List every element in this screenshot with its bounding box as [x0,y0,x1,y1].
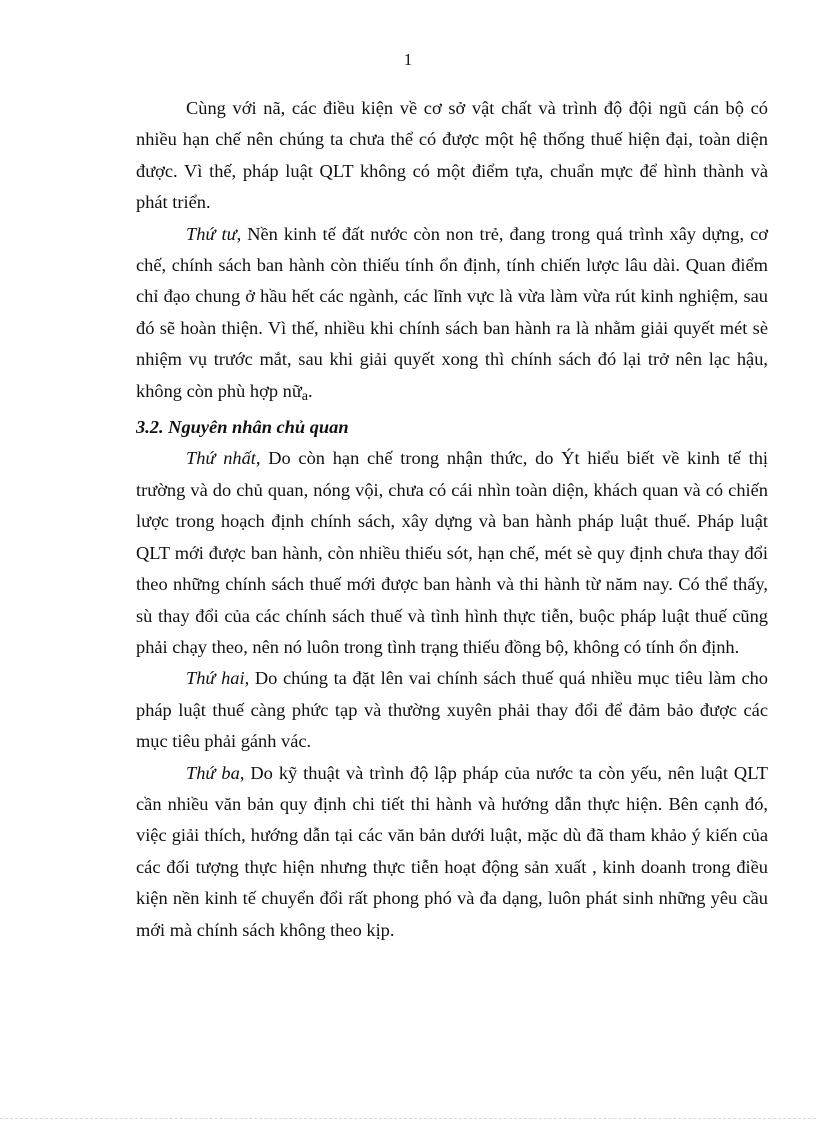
page-bottom-divider [0,1118,816,1119]
paragraph-3-lead: Thứ nhất [186,448,256,469]
paragraph-2 [136,219,768,412]
paragraph-4-text: , Do chúng ta đặt lên vai chính sách thuế quá nhiều mục tiêu làm cho pháp luật thuế càng phức tạp và thường xuyên phải thay đổi để đảm bảo được các mục tiêu phải gánh vác. [136,668,768,752]
paragraph-4 [136,663,768,757]
paragraph-5-text: , Do kỹ thuật và trình độ lập pháp của nước ta còn yếu, nên luật QLT cần nhiều văn bản quy định chi tiết thi hành và hướng dẫn thực hiện. Bên cạnh đó, việc giải thích, hướng dẫn tại các văn bản dưới luật, mặc dù đã tham khảo ý kiến của các đối tượng thực hiện nhưng thực tiễn hoạt động sản xuất , kinh doanh trong điều kiện nền kinh tế chuyển đổi rất phong phó và đa dạng, luôn phát sinh những yêu cầu mới mà chính sách không theo kịp. [136,762,768,940]
paragraph-2-text: , Nền kinh tế đất nước còn non trẻ, đang trong quá trình xây dựng, cơ chế, chính sách ban hành còn thiếu tính ổn định, tính chiến lược lâu dài. Quan điểm chỉ đạo chung ở hầu hết các ngành, các lĩnh vực là vừa làm vừa rút kinh nghiệm, sau đó sẽ hoàn thiện. Vì thế, nhiều khi chính sách ban hành ra là nhằm giải quyết mét sè nhiệm vụ trước mắt, sau khi giải quyết xong thì chính sách đó lại trở nên lạc hậu, không còn phù hợp nữ [136,223,768,401]
section-heading: 3.2. Nguyên nhân chủ quan [136,417,349,438]
page-number: 1 [403,50,413,69]
paragraph-2-end: . [308,380,313,401]
paragraph-3-text: , Do còn hạn chế trong nhận thức, do Ýt hiểu biết về kinh tế thị trường và do chủ quan, nóng vội, chưa có cái nhìn toàn diện, khách quan và có chiến lược trong hoạch định chính sách, xây dựng và ban hành pháp luật thuế. Pháp luật QLT mới được ban hành, còn nhiều thiếu sót, hạn chế, mét sè quy định chưa thay đổi theo những chính sách thuế mới được ban hành và thi hành từ năm nay. Có thể thấy, sù thay đổi của các chính sách thuế và tình hình thực tiễn, buộc pháp luật thuế cũng phải chạy theo, nên nó luôn trong tình trạng thiếu đồng bộ, không có tính ổn định. [136,448,768,657]
document-body [136,93,768,946]
paragraph-2-lead: Thứ tư [186,223,237,244]
paragraph-2-tail: a [301,388,309,404]
paragraph-1: Cùng với nã, các điều kiện về cơ sở vật chất và trình độ đội ngũ cán bộ có nhiều hạn chế nên chúng ta chưa thể có được một hệ thống thuế hiện đại, toàn diện được. Vì thế, pháp luật QLT không có một điểm tựa, chuẩn mực để hình thành và phát triển. [136,98,768,213]
paragraph-5 [136,758,768,946]
paragraph-5-lead: Thứ ba [186,762,240,783]
paragraph-3 [136,443,768,663]
paragraph-4-lead: Thứ hai [186,668,245,689]
